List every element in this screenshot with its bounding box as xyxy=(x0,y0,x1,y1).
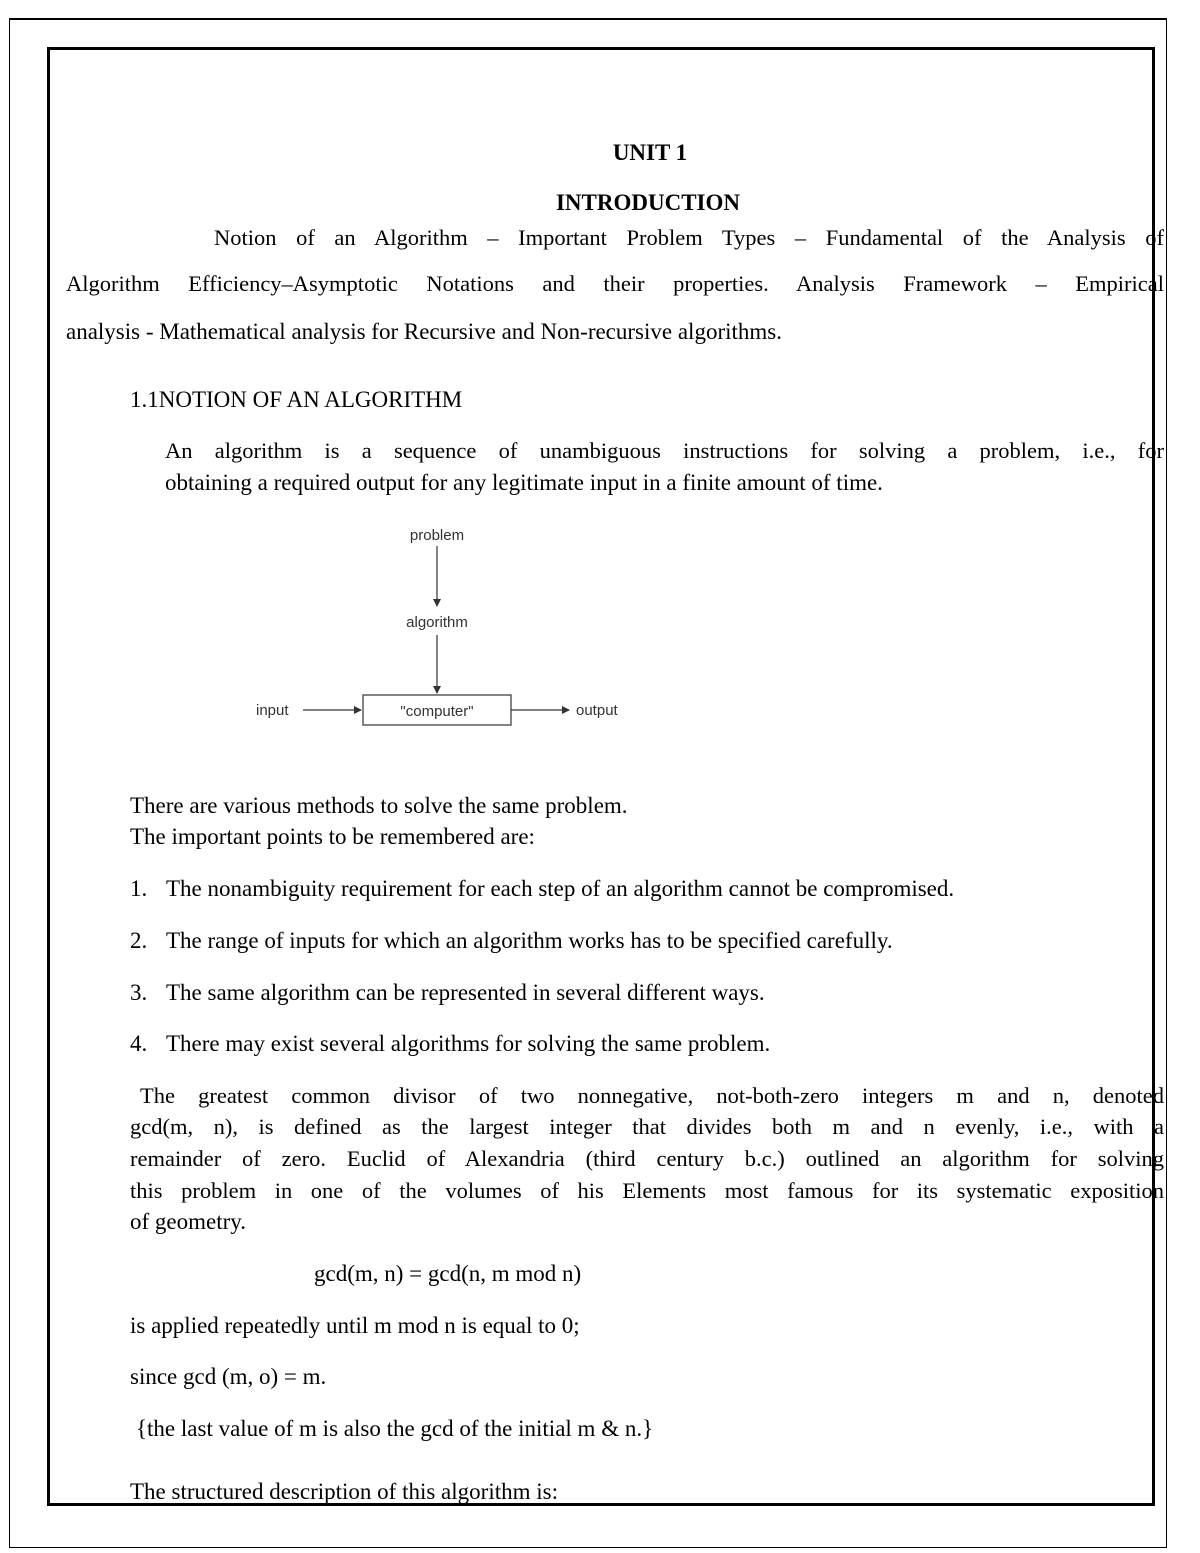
since-text: since gcd (m, o) = m. xyxy=(130,1364,327,1389)
point-number: 3. xyxy=(130,980,148,1005)
point-number: 2. xyxy=(130,928,148,953)
gcd-paragraph-line-5: of geometry. xyxy=(130,1209,247,1234)
last-value-text: {the last value of m is also the gcd of the initial m & n.} xyxy=(136,1416,654,1441)
point-number: 4. xyxy=(130,1031,148,1056)
point-text: The nonambiguity requirement for each step of an algorithm cannot be compromised. xyxy=(166,876,955,901)
diagram-problem-label: problem xyxy=(409,527,465,544)
point-number: 1. xyxy=(130,876,148,901)
structured-description-text: The structured description of this algorithm is: xyxy=(130,1479,558,1504)
gcd-paragraph-line-4: this problem in one of the volumes of his Elements most famous for its systematic exposition xyxy=(130,1178,1164,1203)
applied-text: is applied repeatedly until m mod n is equal to 0; xyxy=(130,1313,580,1338)
diagram-input-label: input xyxy=(256,702,289,719)
chapter-title: INTRODUCTION xyxy=(555,190,741,215)
methods-text: There are various methods to solve the same problem. xyxy=(130,793,628,818)
point-text: There may exist several algorithms for solving the same problem. xyxy=(166,1031,771,1056)
gcd-paragraph-line-1: The greatest common divisor of two nonnegative, not-both-zero integers m and n, denoted xyxy=(140,1083,1164,1108)
section-heading: 1.1NOTION OF AN ALGORITHM xyxy=(130,387,463,412)
definition-line-2: obtaining a required output for any legitimate input in a finite amount of time. xyxy=(165,470,883,495)
points-intro: The important points to be remembered are: xyxy=(130,824,535,849)
algorithm-diagram xyxy=(240,520,660,750)
point-item-1 xyxy=(130,875,954,903)
gcd-paragraph-line-3: remainder of zero. Euclid of Alexandria (third century b.c.) outlined an algorithm for solving xyxy=(130,1146,1164,1171)
gcd-paragraph-line-2: gcd(m, n), is defined as the largest integer that divides both m and n evenly, i.e., with a xyxy=(130,1114,1164,1139)
page-inner-border xyxy=(47,47,1155,1506)
diagram-algorithm-label: algorithm xyxy=(406,614,468,631)
point-text: The range of inputs for which an algorithm works has to be specified carefully. xyxy=(166,928,893,953)
point-item-3 xyxy=(130,979,765,1007)
point-text: The same algorithm can be represented in several different ways. xyxy=(166,980,765,1005)
syllabus-line-2: Algorithm Efficiency–Asymptotic Notations and their properties. Analysis Framework – Empirical xyxy=(66,271,1164,296)
point-item-4 xyxy=(130,1030,770,1058)
diagram-output-label: output xyxy=(576,702,618,719)
unit-title: UNIT 1 xyxy=(612,140,688,165)
point-item-2 xyxy=(130,927,893,955)
definition-line-1: An algorithm is a sequence of unambiguous instructions for solving a problem, i.e., for xyxy=(165,438,1164,463)
diagram-computer-label: "computer" xyxy=(400,703,474,720)
syllabus-line-1: Notion of an Algorithm – Important Problem Types – Fundamental of the Analysis of xyxy=(214,225,1164,250)
syllabus-line-3: analysis - Mathematical analysis for Recursive and Non-recursive algorithms. xyxy=(66,319,782,344)
gcd-formula: gcd(m, n) = gcd(n, m mod n) xyxy=(314,1261,582,1286)
